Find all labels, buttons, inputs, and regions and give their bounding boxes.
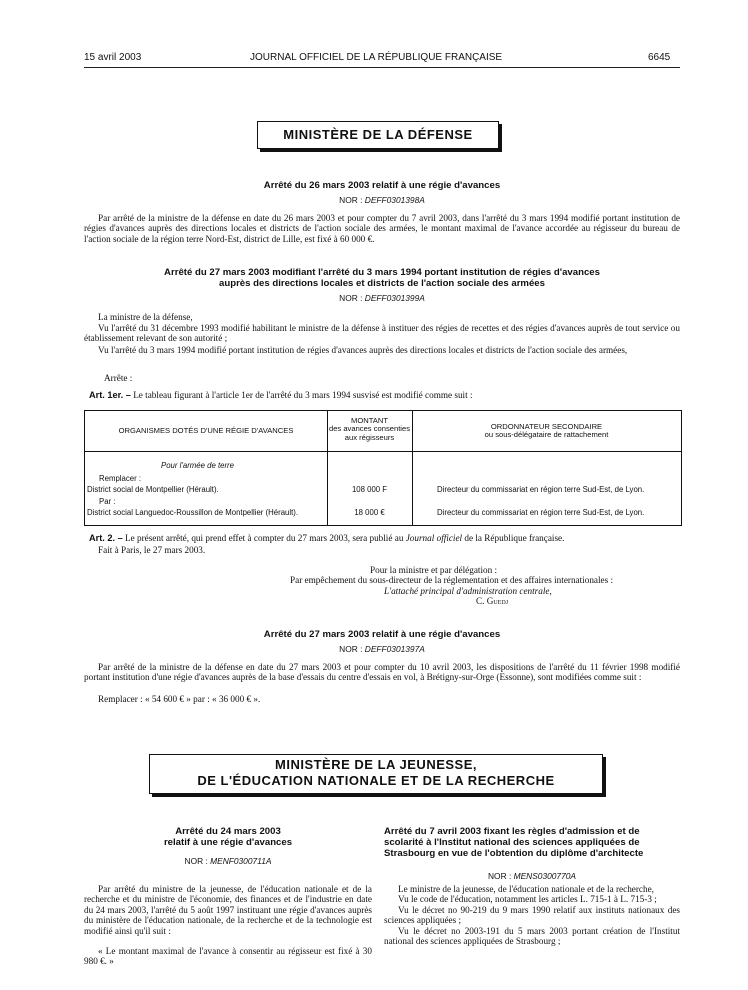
arrete2-article2: Art. 2. – Le présent arrêté, qui prend effet à compter du 27 mars 2003, sera publié au Journal officiel de la République française. [89, 533, 565, 543]
right-arrete-body: Le ministre de la jeunesse, de l'éducation nationale et de la recherche, Vu le code de l'éducation, notamment les articles L. 715-1 à L. 715-3 ; Vu le décret no 90-219 du 9 mars 1990 relatif aux instituts nationaux des sciences appliquées ; Vu le décret no 2003-191 du 5 mars 2003 portant création de l'Institut national des sciences appliquées de Strasbourg ; [384, 884, 680, 947]
arrete2-visa1: Vu l'arrêté du 31 décembre 1993 modifié habilitant le ministre de la défense à instituer des régies de recettes et des régies d'avances auprès de tout service ou établissement relevant de son autorité ; [84, 323, 680, 344]
arrete2-signature: Pour la ministre et par délégation : Par empêchement du sous-directeur de la réglementation et des affaires internationales : L'attaché principal d'administration centrale, C. Guedj [290, 565, 614, 607]
table-row2-organisme: District social Languedoc-Roussillon de Montpellier (Hérault). [87, 508, 299, 517]
arrete2-minister: La ministre de la défense, [98, 312, 193, 322]
arrete3-nor: NOR : DEFF0301397A [339, 644, 425, 654]
left-arrete-title-line2: relatif à une régie d'avances [163, 837, 293, 848]
table-par: Par : [99, 497, 116, 506]
arrete2-arrete: Arrête : [104, 373, 133, 383]
arrete2-title-line2: auprès des directions locales et districts de l'action sociale des armées [219, 278, 545, 289]
ministry-heading-defense: MINISTÈRE DE LA DÉFENSE [257, 121, 499, 149]
arrete2-visa2: Vu l'arrêté du 3 mars 1994 modifié portant institution de régies d'avances auprès des directions locales et districts de l'action sociale des armées, [98, 345, 628, 355]
table-header-montant: MONTANT des avances consenties aux régisseurs [328, 416, 411, 442]
ministry-heading-jeunesse: MINISTÈRE DE LA JEUNESSE, DE L'ÉDUCATION NATIONALE ET DE LA RECHERCHE [149, 754, 603, 794]
header-rule [84, 67, 680, 68]
right-arrete-title: Arrêté du 7 avril 2003 fixant les règles d'admission et de scolarité à l'Institut national des sciences appliquées de Strasbourg en vue de l'obtention du diplôme d'architecte [384, 826, 644, 859]
regies-table [84, 410, 682, 526]
table-group-label: Pour l'armée de terre [161, 461, 234, 470]
left-arrete-body: Par arrêté du ministre de la jeunesse, de l'éducation nationale et de la recherche et du ministre de l'économie, des finances et de l'industrie en date du 24 mars 2003, l'arrêté du 5 août 1997 instituant une régie d'avances auprès du ministère de l'éducation nationale, de la recherche et de la technologie est modifié ainsi qu'il suit : [84, 884, 372, 936]
table-header-divider [85, 451, 681, 452]
arrete1-body: Par arrêté de la ministre de la défense en date du 26 mars 2003 et pour compter du 7 avril 2003, dans l'arrêté du 3 mars 1994 modifié portant institution de régies d'avances auprès des directions locales et districts de l'action sociale des armées, le montant maximal de l'avance accordée au régisseur du bureau de l'action sociale de la région terre Nord-Est, district de Lille, est fixé à 60 000 €. [84, 213, 680, 244]
arrete3-body: Par arrêté de la ministre de la défense en date du 27 mars 2003 et pour compter du 10 avril 2003, les dispositions de l'arrêté du 11 février 1998 modifié portant institution d'une régie d'avances auprès de la base d'essais du centre d'essais en vol, à Brétigny-sur-Orge (Essonne), sont modifiées comme suit : [84, 662, 680, 683]
left-arrete-title-line1: Arrêté du 24 mars 2003 [175, 826, 281, 837]
table-header-organismes: ORGANISMES DOTÉS D'UNE RÉGIE D'AVANCES [118, 426, 294, 435]
table-row2-ordonnateur: Directeur du commissariat en région terre Sud-Est, de Lyon. [437, 508, 645, 517]
table-row1-montant: 108 000 F [351, 485, 388, 494]
header-page-number: 6645 [648, 52, 671, 63]
arrete2-nor: NOR : DEFF0301399A [339, 293, 425, 303]
left-arrete-quote: « Le montant maximal de l'avance à consentir au régisseur est fixé à 30 980 €. » [84, 946, 372, 967]
table-header-ordonnateur: ORDONNATEUR SECONDAIRE ou sous-délégataire de rattachement [484, 422, 609, 440]
arrete3-remplacer: Remplacer : « 54 600 € » par : « 36 000 € ». [98, 694, 261, 704]
arrete2-fait: Fait à Paris, le 27 mars 2003. [98, 545, 206, 555]
table-remplacer: Remplacer : [99, 474, 142, 483]
table-row1-organisme: District social de Montpellier (Hérault). [87, 485, 219, 494]
arrete1-title: Arrêté du 26 mars 2003 relatif à une régie d'avances [263, 180, 501, 191]
table-row2-montant: 18 000 € [354, 508, 385, 517]
arrete1-nor: NOR : DEFF0301398A [339, 195, 425, 205]
arrete3-title: Arrêté du 27 mars 2003 relatif à une régie d'avances [263, 629, 501, 640]
arrete2-article1: Art. 1er. – Le tableau figurant à l'article 1er de l'arrêté du 3 mars 1994 susvisé est modifié comme suit : [89, 390, 473, 400]
arrete2-title-line1: Arrêté du 27 mars 2003 modifiant l'arrêté du 3 mars 1994 portant institution de régies d'avances [164, 267, 600, 278]
header-date: 15 avril 2003 [84, 52, 142, 63]
header-journal: JOURNAL OFFICIEL DE LA RÉPUBLIQUE FRANÇAISE [250, 52, 503, 63]
right-arrete-nor: NOR : MENS0300770A [488, 871, 576, 881]
table-row1-ordonnateur: Directeur du commissariat en région terre Sud-Est, de Lyon. [437, 485, 645, 494]
left-arrete-nor: NOR : MENF0300711A [184, 856, 272, 866]
